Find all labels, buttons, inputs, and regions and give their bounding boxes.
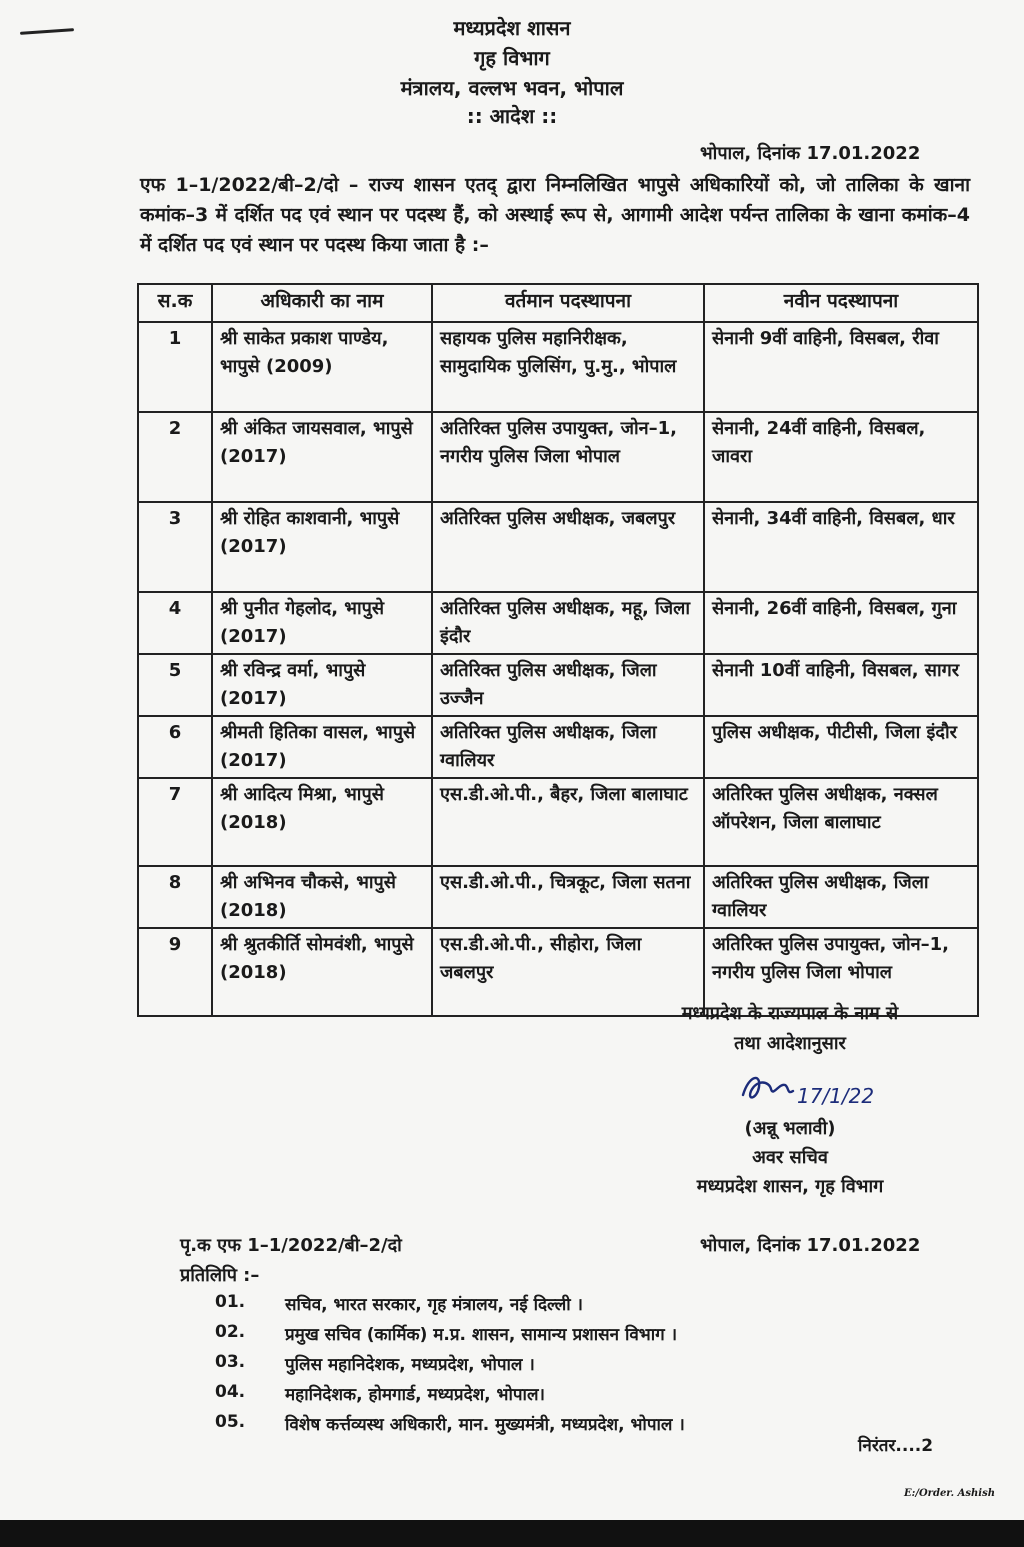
- cell-sn: 8: [138, 866, 212, 928]
- table-row: [138, 654, 978, 716]
- col-header-name: अधिकारी का नाम: [212, 284, 432, 322]
- authority-line-1: मध्यप्रदेश के राज्यपाल के नाम से: [681, 1003, 899, 1024]
- list-item-text: सचिव, भारत सरकार, गृह मंत्रालय, नई दिल्ली ।: [285, 1295, 583, 1315]
- list-item-number: 02.: [215, 1322, 246, 1342]
- signatory-department: मध्यप्रदेश शासन, गृह विभाग: [696, 1176, 884, 1197]
- cell-name: श्री अंकित जायसवाल, भापुसे (2017): [212, 412, 432, 502]
- order-date: भोपाल, दिनांक 17.01.2022: [700, 143, 921, 164]
- header-order: :: आदेश ::: [466, 104, 558, 128]
- cell-current: अतिरिक्त पुलिस अधीक्षक, जिला उज्जैन: [432, 654, 704, 716]
- copy-reference: पृ.क एफ 1–1/2022/बी–2/दो: [180, 1235, 402, 1256]
- cell-new: सेनानी 10वीं वाहिनी, विसबल, सागर: [704, 654, 978, 716]
- copy-date: भोपाल, दिनांक 17.01.2022: [700, 1235, 921, 1256]
- cell-sn: 7: [138, 778, 212, 866]
- list-item: [215, 1322, 915, 1352]
- cell-sn: 1: [138, 322, 212, 412]
- table-header-row: [138, 284, 978, 322]
- cell-name: श्री श्रुतकीर्ति सोमवंशी, भापुसे (2018): [212, 928, 432, 1016]
- signature-date: 17/1/22: [797, 1084, 875, 1108]
- cell-name: श्री रविन्द्र वर्मा, भापुसे (2017): [212, 654, 432, 716]
- cell-sn: 9: [138, 928, 212, 1016]
- col-header-new: नवीन पदस्थापना: [704, 284, 978, 322]
- list-item-number: 01.: [215, 1292, 246, 1312]
- list-item-number: 03.: [215, 1352, 246, 1372]
- cell-name: श्रीमती हितिका वासल, भापुसे (2017): [212, 716, 432, 778]
- list-item-text: महानिदेशक, होमगार्ड, मध्यप्रदेश, भोपाल।: [285, 1385, 545, 1405]
- table-row: [138, 716, 978, 778]
- continued-note: निरंतर....2: [858, 1436, 934, 1456]
- list-item: [215, 1382, 915, 1412]
- header-address: मंत्रालय, वल्लभ भवन, भोपाल: [400, 76, 624, 100]
- cell-new: अतिरिक्त पुलिस उपायुक्त, जोन–1, नगरीय पुलिस जिला भोपाल: [704, 928, 978, 1016]
- cell-current: अतिरिक्त पुलिस अधीक्षक, जबलपुर: [432, 502, 704, 592]
- cell-new: अतिरिक्त पुलिस अधीक्षक, जिला ग्वालियर: [704, 866, 978, 928]
- header-department: गृह विभाग: [474, 46, 550, 70]
- header-state: मध्यप्रदेश शासन: [453, 16, 571, 40]
- signature-image: [735, 1065, 875, 1115]
- cell-sn: 3: [138, 502, 212, 592]
- cell-current: अतिरिक्त पुलिस उपायुक्त, जोन–1, नगरीय पुलिस जिला भोपाल: [432, 412, 704, 502]
- table-row: [138, 866, 978, 928]
- copy-list: [215, 1292, 915, 1442]
- cell-new: सेनानी, 24वीं वाहिनी, विसबल, जावरा: [704, 412, 978, 502]
- list-item-number: 05.: [215, 1412, 246, 1432]
- cell-sn: 2: [138, 412, 212, 502]
- posting-table: [137, 283, 979, 1017]
- cell-current: सहायक पुलिस महानिरीक्षक, सामुदायिक पुलिसिंग, पु.मु., भोपाल: [432, 322, 704, 412]
- cell-name: श्री साकेत प्रकाश पाण्डेय, भापुसे (2009): [212, 322, 432, 412]
- signatory-designation: अवर सचिव: [752, 1147, 828, 1168]
- cell-current: अतिरिक्त पुलिस अधीक्षक, जिला ग्वालियर: [432, 716, 704, 778]
- list-item-text: पुलिस महानिदेशक, मध्यप्रदेश, भोपाल ।: [285, 1355, 535, 1375]
- table-row: [138, 412, 978, 502]
- cell-new: सेनानी, 26वीं वाहिनी, विसबल, गुना: [704, 592, 978, 654]
- cell-current: अतिरिक्त पुलिस अधीक्षक, महू, जिला इंदौर: [432, 592, 704, 654]
- cell-sn: 5: [138, 654, 212, 716]
- authority-line-2: तथा आदेशानुसार: [734, 1033, 846, 1054]
- list-item: [215, 1412, 915, 1442]
- cell-current: एस.डी.ओ.पी., बैहर, जिला बालाघाट: [432, 778, 704, 866]
- table-row: [138, 322, 978, 412]
- list-item: [215, 1352, 915, 1382]
- bottom-bar: [0, 1520, 1024, 1547]
- cell-new: पुलिस अधीक्षक, पीटीसी, जिला इंदौर: [704, 716, 978, 778]
- cell-current: एस.डी.ओ.पी., चित्रकूट, जिला सतना: [432, 866, 704, 928]
- list-item-text: विशेष कर्त्तव्यस्थ अधिकारी, मान. मुख्यमंत्री, मध्यप्रदेश, भोपाल ।: [285, 1415, 685, 1435]
- col-header-current: वर्तमान पदस्थापना: [432, 284, 704, 322]
- cell-sn: 4: [138, 592, 212, 654]
- cell-name: श्री रोहित काशवानी, भापुसे (2017): [212, 502, 432, 592]
- cell-name: श्री अभिनव चौकसे, भापुसे (2018): [212, 866, 432, 928]
- cell-new: अतिरिक्त पुलिस अधीक्षक, नक्सल ऑपरेशन, जिला बालाघाट: [704, 778, 978, 866]
- cell-new: सेनानी, 34वीं वाहिनी, विसबल, धार: [704, 502, 978, 592]
- list-item: [215, 1292, 915, 1322]
- cell-current: एस.डी.ओ.पी., सीहोरा, जिला जबलपुर: [432, 928, 704, 1016]
- list-item-number: 04.: [215, 1382, 246, 1402]
- table-row: [138, 592, 978, 654]
- cell-name: श्री पुनीत गेहलोद, भापुसे (2017): [212, 592, 432, 654]
- copy-heading: प्रतिलिपि :–: [180, 1265, 260, 1286]
- cell-sn: 6: [138, 716, 212, 778]
- table-row: [138, 778, 978, 866]
- table-row: [138, 502, 978, 592]
- list-item-text: प्रमुख सचिव (कार्मिक) म.प्र. शासन, सामान्य प्रशासन विभाग ।: [285, 1325, 678, 1345]
- cell-name: श्री आदित्य मिश्रा, भापुसे (2018): [212, 778, 432, 866]
- order-intro: एफ 1–1/2022/बी–2/दो – राज्य शासन एतद् द्वारा निम्नलिखित भापुसे अधिकारियों को, जो तालिका के खाना कमांक–3 में दर्शित पद एवं स्थान पर पदस्थ हैं, को अस्थाई रूप से, आगामी आदेश पर्यन्त तालिका के खाना कमांक–4 में दर्शित पद एवं स्थान पर पदस्थ किया जाता है :–: [140, 174, 970, 256]
- order-tag: E:/Order. Ashish: [904, 1488, 995, 1499]
- col-header-sn: स.क: [138, 284, 212, 322]
- signatory-name: (अन्नू भलावी): [744, 1118, 836, 1139]
- cell-new: सेनानी 9वीं वाहिनी, विसबल, रीवा: [704, 322, 978, 412]
